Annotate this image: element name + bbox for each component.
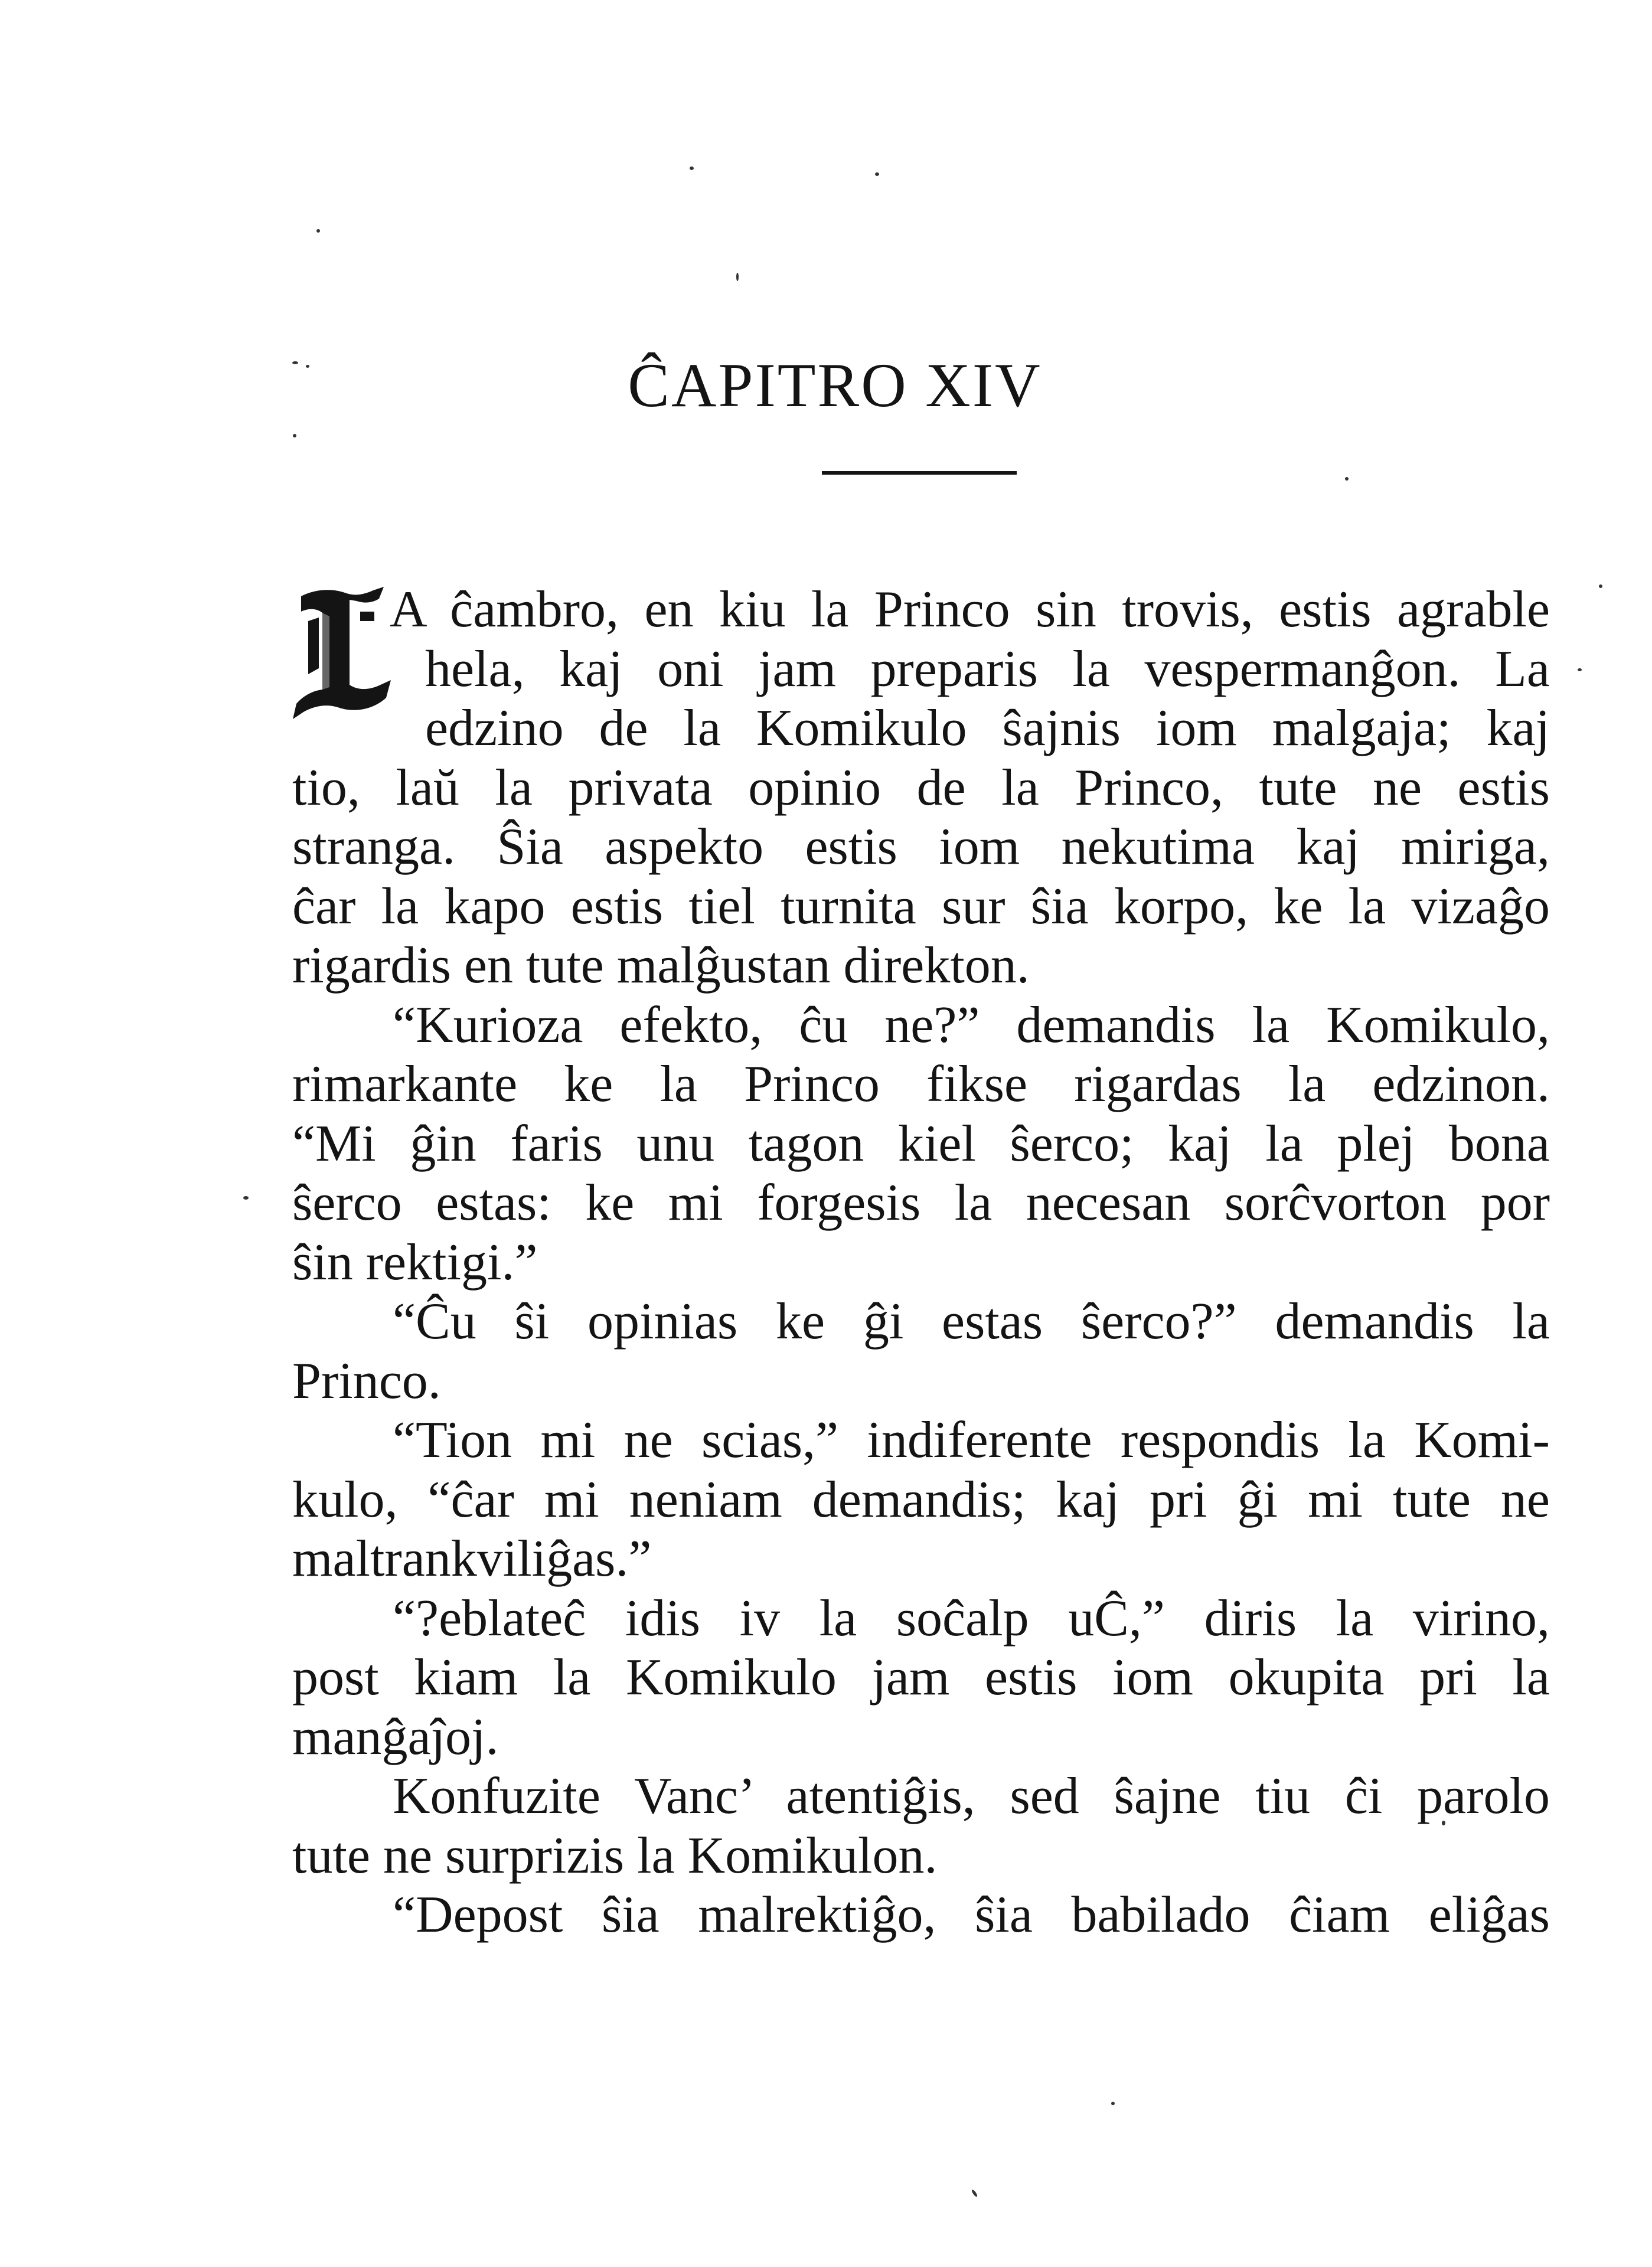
text-line: post kiam la Komikulo jam estis iom okupita pri la bbox=[292, 1649, 1550, 1706]
scan-speck bbox=[293, 434, 296, 437]
scan-speck bbox=[971, 2189, 978, 2197]
text-line: “Mi ĝin faris unu tagon kiel ŝerco; kaj la plej bona bbox=[292, 1115, 1550, 1172]
paragraph bbox=[292, 1589, 1550, 1768]
text-line: edzino de la Komikulo ŝajnis iom malgaja; kaj bbox=[425, 700, 1550, 757]
text-line: ŝerco estas: ke mi forgesis la necesan sorĉvorton por bbox=[292, 1174, 1550, 1232]
scan-speck bbox=[316, 229, 320, 233]
text-line: A ĉambro, en kiu la Princo sin trovis, estis agrable bbox=[390, 581, 1550, 638]
title-rule bbox=[822, 471, 1017, 475]
text-line: ŝin rektigi.” bbox=[292, 1233, 538, 1291]
text-line: ĉar la kapo estis tiel turnita sur ŝia korpo, ke la vizaĝo bbox=[292, 877, 1550, 935]
text-line: kulo, “ĉar mi neniam demandis; kaj pri ĝi mi tute ne bbox=[292, 1471, 1550, 1528]
scan-speck bbox=[736, 273, 739, 281]
text-line: rimarkante ke la Princo fikse rigardas la edzinon. bbox=[292, 1056, 1550, 1113]
paragraph bbox=[292, 1292, 1550, 1411]
text-line: “Ĉu ŝi opinias ke ĝi estas ŝerco?” demandis la bbox=[393, 1293, 1550, 1350]
scan-speck bbox=[1111, 2102, 1115, 2105]
scan-speck bbox=[875, 172, 879, 176]
paragraph bbox=[292, 580, 1550, 996]
text-line: “Depost ŝia malrektiĝo, ŝia babilado ĉiam eliĝas bbox=[393, 1886, 1550, 1943]
body-text bbox=[292, 580, 1550, 1945]
text-line: hela, kaj oni jam preparis la vespermanĝon. La bbox=[425, 640, 1550, 698]
scan-speck bbox=[1345, 477, 1349, 481]
text-line: “Kurioza efekto, ĉu ne?” demandis la Komikulo, bbox=[393, 996, 1550, 1054]
paragraph bbox=[292, 1886, 1550, 1945]
text-line: rigardis en tute malĝustan direkton. bbox=[292, 937, 1030, 994]
scan-speck bbox=[690, 166, 694, 170]
text-line: tute ne surprizis la Komikulon. bbox=[292, 1827, 938, 1884]
text-line: manĝaĵoj. bbox=[292, 1708, 499, 1766]
scan-speck bbox=[1578, 668, 1582, 671]
text-line: Konfuzite Vanc’ atentiĝis, sed ŝajne tiu ĉi parolo bbox=[393, 1768, 1550, 1825]
paragraph bbox=[292, 1411, 1550, 1589]
scan-speck bbox=[1599, 584, 1602, 588]
paragraph bbox=[292, 996, 1550, 1293]
text-line: Princo. bbox=[292, 1352, 441, 1410]
paragraph bbox=[292, 1767, 1550, 1886]
text-line: stranga. Ŝia aspekto estis iom nekutima kaj miriga, bbox=[292, 818, 1550, 876]
scan-speck bbox=[243, 1196, 249, 1200]
text-line: “?eblateĉ idis iv la soĉalp uĈ,” diris la virino, bbox=[393, 1589, 1550, 1647]
text-line: “Tion mi ne scias,” indiferente respondis la Komi- bbox=[393, 1412, 1550, 1469]
text-line: maltrankviliĝas.” bbox=[292, 1530, 652, 1587]
text-line: tio, laŭ la privata opinio de la Princo, tute ne estis bbox=[292, 759, 1550, 816]
chapter-title: ĈAPITRO XIV bbox=[628, 351, 1042, 420]
